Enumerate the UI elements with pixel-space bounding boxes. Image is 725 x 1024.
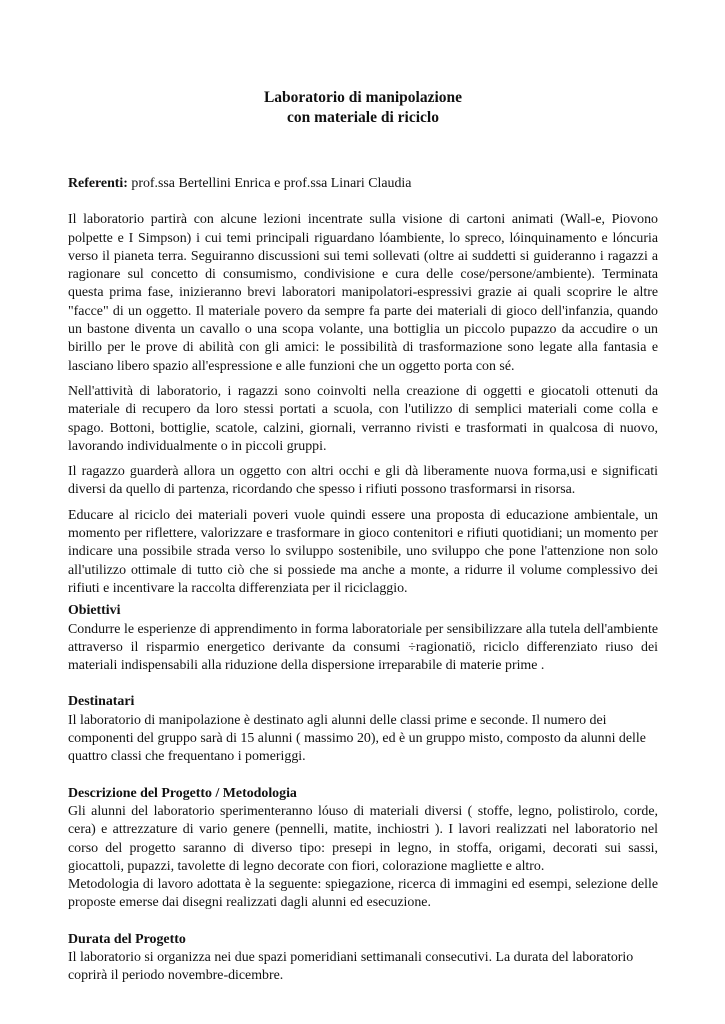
intro-paragraph-2: Nell'attività di laboratorio, i ragazzi sono coinvolti nella creazione di oggetti e giocatoli ottenuti da materiale di recupero da loro stessi portati a scuola, con l'utilizzo di semplici materiali come colla e spago. Bottoni, bottiglie, scatole, calzini, giornali, verranno rivisti e trasformati in qualcosa di nuovo, lavorando individualmente o in piccoli gruppi. xyxy=(68,383,658,454)
descrizione-heading: Descrizione del Progetto / Metodologia xyxy=(68,785,297,801)
destinatari-heading: Destinatari xyxy=(68,694,135,710)
intro-paragraph-1: Il laboratorio partirà con alcune lezioni incentrate sulla visione di cartoni animati (Wall-e, Piovono polpette e I Simpson) i cui temi principali riguardano lóambiente, lo spreco, lóinquinamento e lóncuria verso il pianeta terra. Seguiranno discussioni sui temi sollevati (oltre ai suddetti si guideranno i ragazzi a ragionare sul concetto di consumismo, condivisione e cura delle cose/persone/ambiente). Terminata questa prima fase, inizieranno brevi laboratori manipolatori-espressivi grazie ai quali scoprire le altre "facce" di un oggetto. Il materiale povero da sempre fa parte dei materiali di gioco dell'infanzia, quando un bastone diventa un cavallo o una scopa volante, una bottiglia un piccolo pupazzo da accudire o un birillo per le prove di abilità con gli amici: le possibilità di trasformazione sono legate alla fantasia e lasciano libero spazio all'espressione e alle funzioni che un oggetto porta con sé. xyxy=(68,212,658,374)
title-line-1: Laboratorio di manipolazione xyxy=(263,89,463,106)
referenti-label: Referenti: xyxy=(68,176,128,191)
destinatari-body: Il laboratorio di manipolazione è destinato agli alunni delle classi prime e seconde. Il numero dei componenti del gruppo sarà di 15 alunni ( massimo 20), ed è un gruppo misto, composto da alunni delle quattro classi che frequentano i pomeriggi. xyxy=(68,712,646,765)
document-title xyxy=(68,88,658,128)
intro-paragraph-4: Educare al riciclo dei materiali poveri vuole quindi essere una proposta di educazione ambientale, un momento per riflettere, valorizzare e trasformare in gioco contenitori e rifiuti quotidiani; un momento per indicare una possibile strada verso lo sviluppo sostenibile, uno sviluppo che pone l'attenzione non solo all'utilizzo ottimale di tutto ciò che si possiede ma anche a monte, a ridurre il volume complessivo dei rifiuti e incentivare la raccolta differenziata per il riciclaggio. xyxy=(68,507,658,596)
obiettivi-body: Condurre le esperienze di apprendimento in forma laboratoriale per sensibilizzare alla tutela dell'ambiente attraverso il risparmio energetico derivante da consumi ÷ragionatiö, riciclo differenziato riuso dei materiali indispensabili alla riduzione della dispersione irreparabile di materie prime . xyxy=(68,621,658,674)
durata-heading: Durata del Progetto xyxy=(68,931,186,947)
intro-paragraph-3: Il ragazzo guarderà allora un oggetto con altri occhi e gli dà liberamente nuova forma,usi e significati diversi da quello di partenza, ricordando che spesso i rifiuti possono trasformarsi in risorsa. xyxy=(68,464,658,498)
referenti-line xyxy=(68,175,658,193)
durata-body: Il laboratorio si organizza nei due spazi pomeridiani settimanali consecutivi. La durata del laboratorio coprirà il periodo novembre-dicembre. xyxy=(68,949,634,984)
title-line-2: con materiale di riciclo xyxy=(287,109,439,126)
obiettivi-heading: Obiettivi xyxy=(68,603,121,619)
referenti-value: prof.ssa Bertellini Enrica e prof.ssa Linari Claudia xyxy=(127,176,412,191)
metodologia-body: Metodologia di lavoro adottata è la seguente: spiegazione, ricerca di immagini ed esempi, selezione delle proposte emerse dai disegni realizzati dagli alunni ed esecuzione. xyxy=(68,877,658,911)
document-page xyxy=(68,88,658,986)
descrizione-body: Gli alunni del laboratorio sperimenteranno lóuso di materiali diversi ( stoffe, legno, polistirolo, corde, cera) e attrezzature di vario genere (pennelli, matite, inchiostri ). I lavori realizzati nel laboratorio nel corso del progetto saranno di diverso tipo: presepi in legno, in stoffa, origami, decorati sui sassi, giocattoli, pupazzi, tavolette di legno decorate con fiori, colorazione magliette e altro. xyxy=(68,803,658,874)
